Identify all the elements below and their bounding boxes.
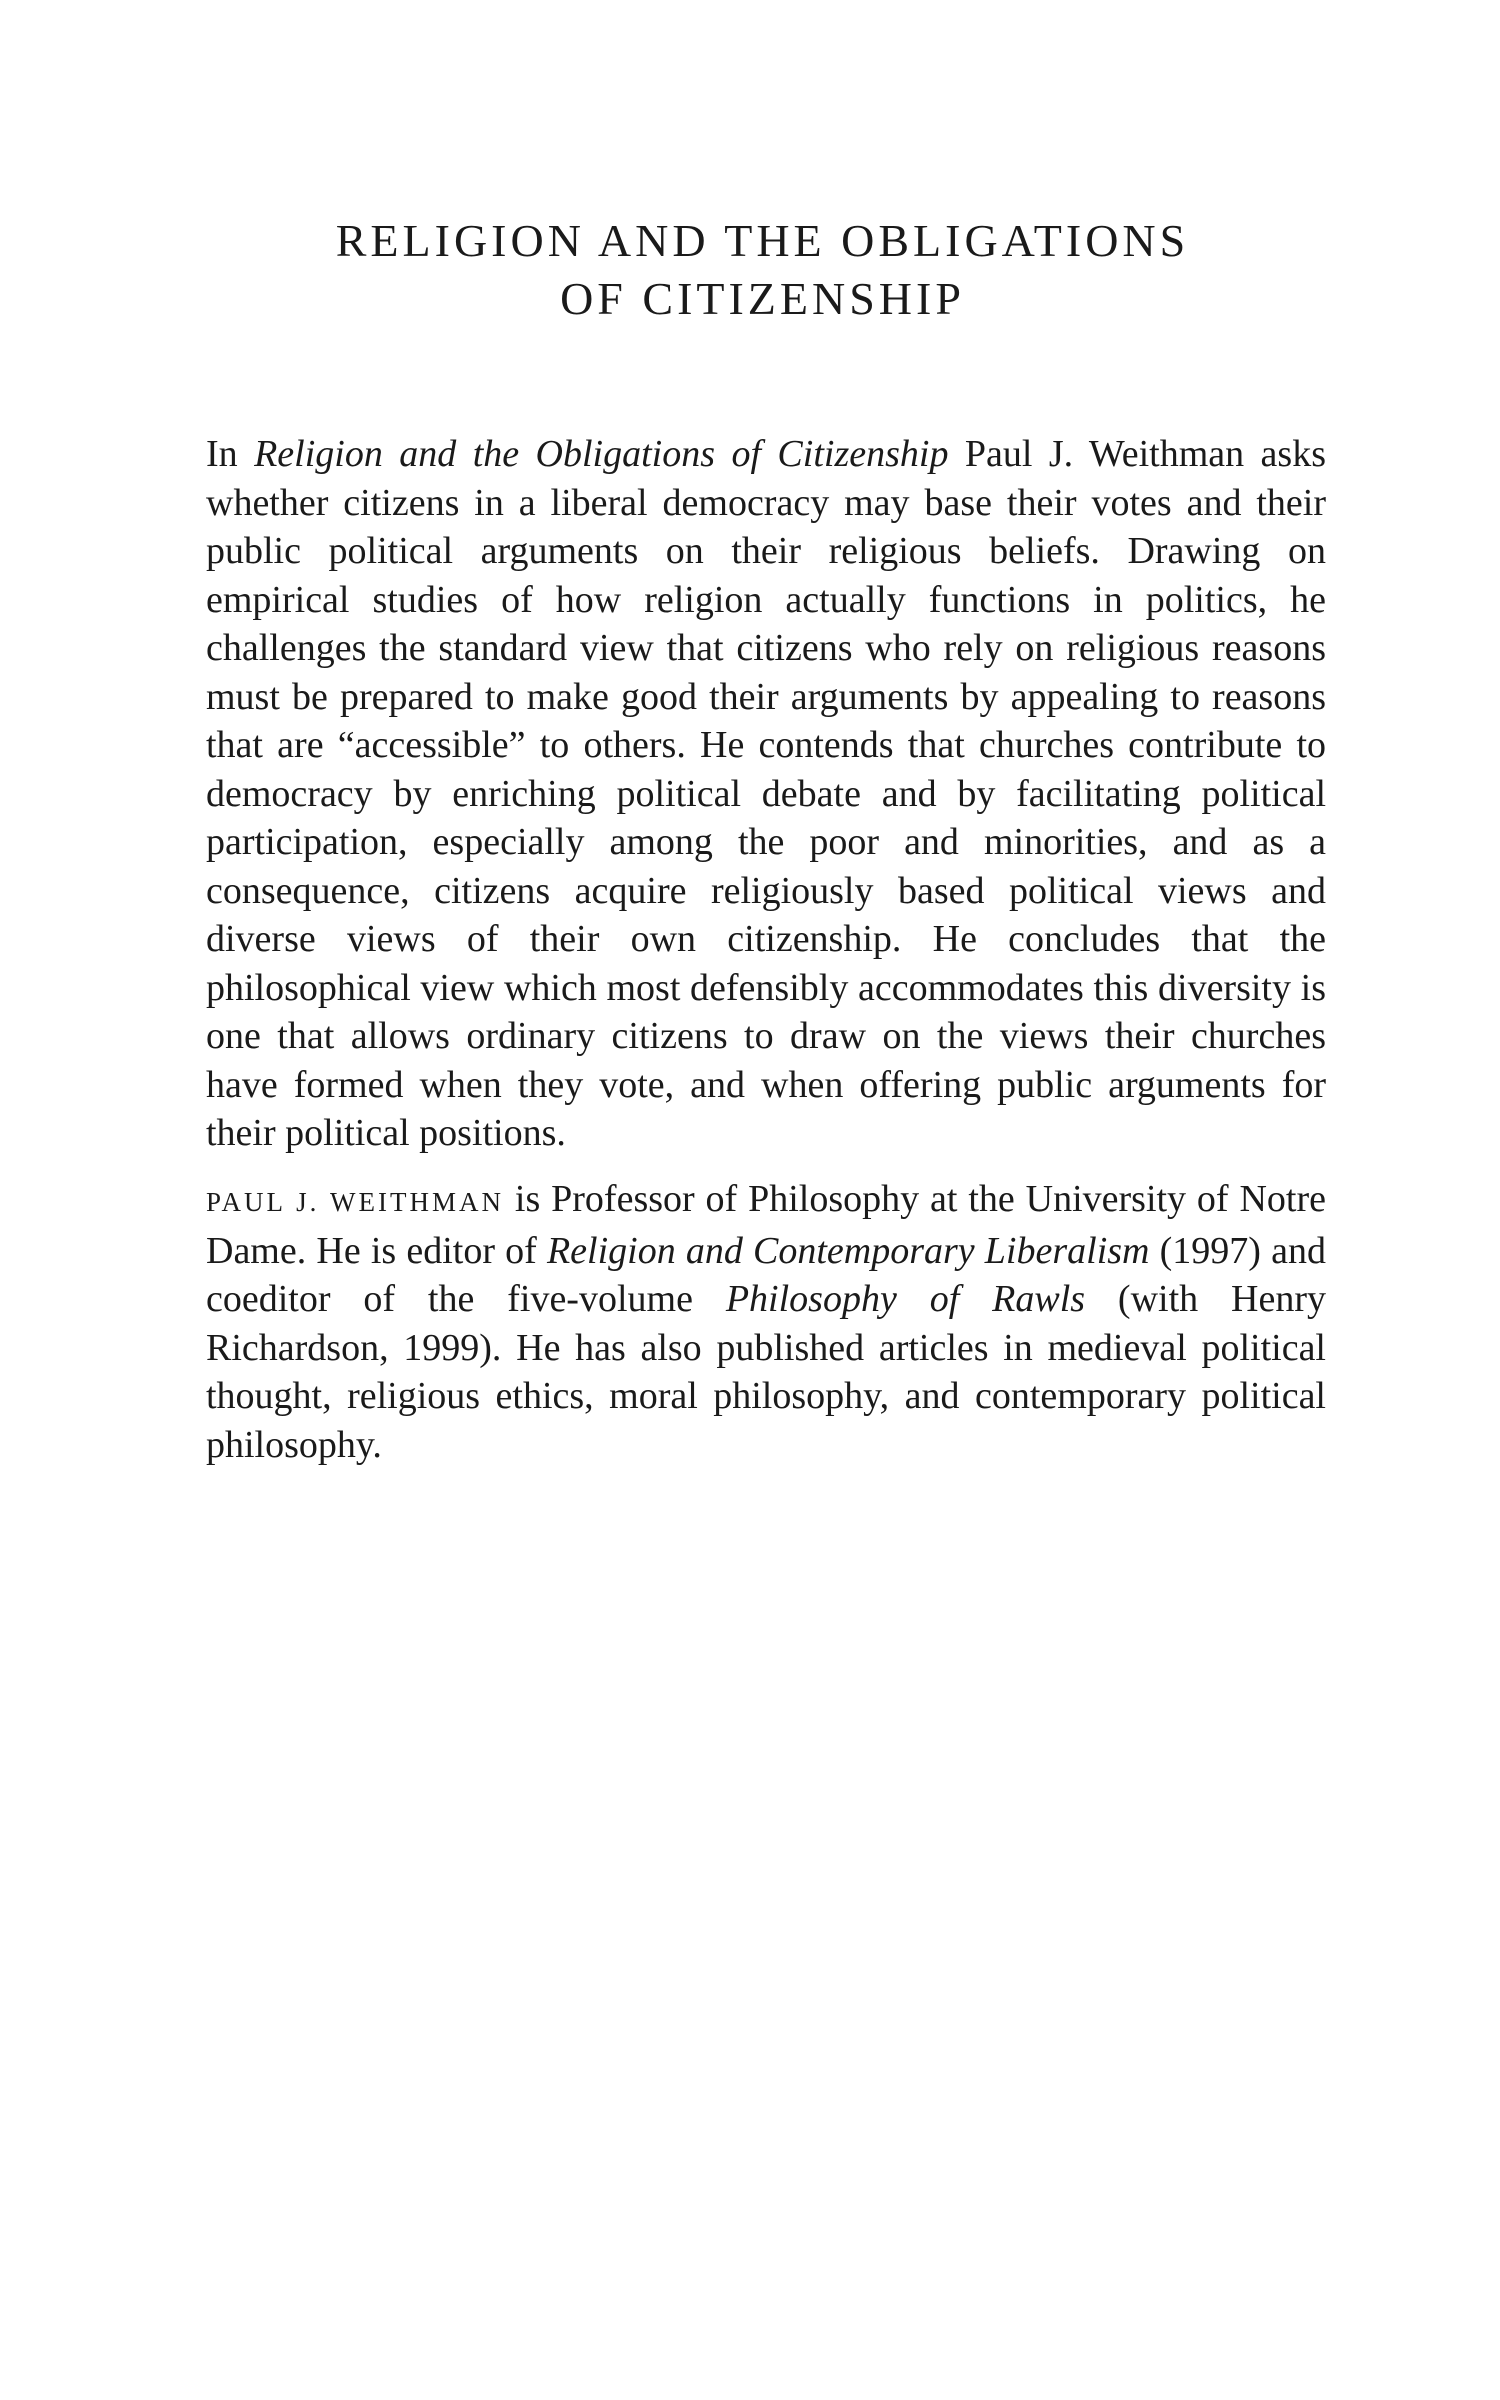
page-title <box>200 212 1325 328</box>
bio-text-1: is Professor of Philosophy at the University of Notre Dame. He is editor of <box>206 1178 1326 1272</box>
bio-book-2: Philosophy of Rawls <box>725 1278 1086 1320</box>
summary-lead: In <box>206 433 255 475</box>
book-summary-paragraph <box>206 430 1326 1158</box>
title-line-1: RELIGION AND THE OBLIGATIONS <box>335 215 1190 266</box>
summary-book-title: Religion and the Obligations of Citizenship <box>254 433 949 475</box>
title-line-2: OF CITIZENSHIP <box>560 273 965 324</box>
bio-text-2: (1997) and coeditor of the five-volume <box>206 1229 1326 1320</box>
summary-body: Paul J. Weithman asks whether citizens in a liberal democracy may base their votes and their public political arguments on their religious beliefs. Drawing on empirical studies of how religion actually functions in politics, he challenges the standard view that citizens who rely on religious reasons must be prepared to make good their arguments by appealing to reasons that are “accessible” to others. He contends that churches contribute to democracy by enriching political debate and by facilitating political participation, especially among the poor and minorities, and as a consequence, citizens acquire religiously based political views and diverse views of their own citizenship. He concludes that the philosophical view which most defensibly accommodates this diversity is one that allows ordinary citizens to draw on the views their churches have formed when they vote, and when offering public arguments for their political positions. <box>206 433 1326 1154</box>
author-bio-paragraph <box>206 1175 1326 1469</box>
author-name: PAUL J. WEITHMAN <box>206 1187 505 1217</box>
bio-book-1: Religion and Contemporary Liberalism <box>546 1229 1150 1272</box>
bio-text-3: (with Henry Richardson, 1999). He has also published articles in medieval political thought, religious ethics, moral philosophy, and contemporary political philosophy. <box>206 1278 1326 1466</box>
